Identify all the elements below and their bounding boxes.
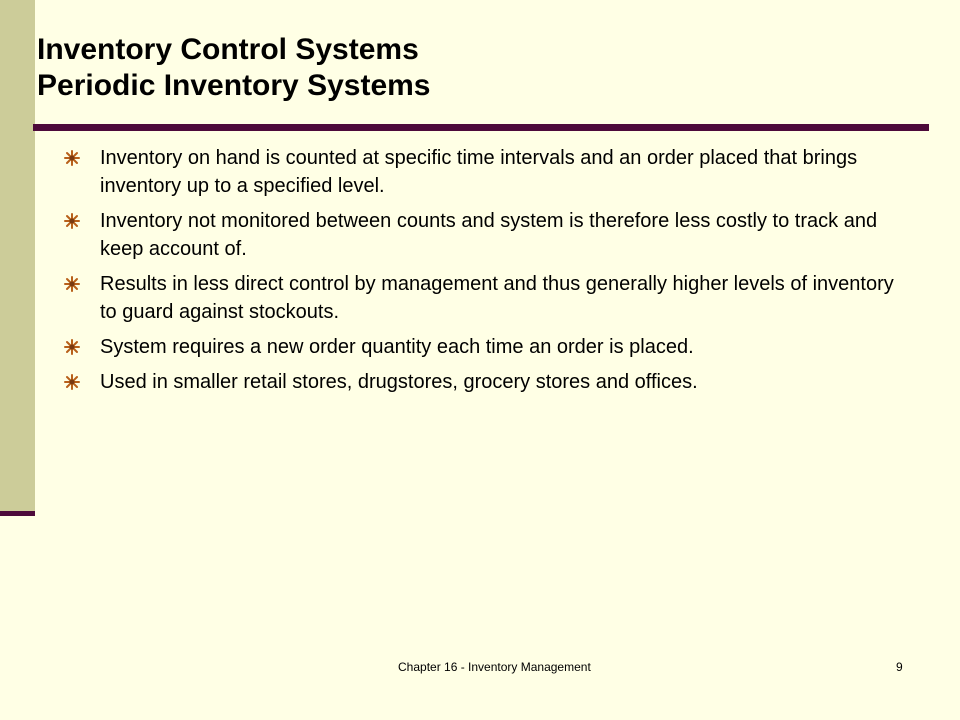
bullet-item bbox=[64, 368, 914, 396]
starburst-bullet-icon bbox=[64, 150, 80, 166]
bullet-text: Inventory not monitored between counts and system is therefore less costly to track and keep account of. bbox=[100, 210, 878, 260]
starburst-bullet-icon bbox=[64, 339, 80, 355]
slide-title-line-1: Inventory Control Systems bbox=[37, 33, 419, 66]
title-underline-rule bbox=[33, 124, 929, 131]
slide-title-line-2: Periodic Inventory Systems bbox=[37, 69, 431, 102]
bullet-text: Used in smaller retail stores, drugstores, grocery stores and offices. bbox=[100, 371, 698, 393]
starburst-bullet-icon bbox=[64, 213, 80, 229]
bullet-item bbox=[64, 207, 914, 263]
bullet-list bbox=[64, 144, 914, 403]
side-accent-bar bbox=[0, 0, 35, 511]
bullet-item bbox=[64, 333, 914, 361]
bullet-item bbox=[64, 144, 914, 200]
starburst-bullet-icon bbox=[64, 374, 80, 390]
bullet-item bbox=[64, 270, 914, 326]
starburst-bullet-icon bbox=[64, 276, 80, 292]
footer-title: Chapter 16 - Inventory Management bbox=[398, 660, 591, 674]
bullet-text: System requires a new order quantity each time an order is placed. bbox=[100, 336, 694, 358]
bullet-text: Results in less direct control by management and thus generally higher levels of inventory to guard against stockouts. bbox=[100, 273, 894, 323]
slide-title bbox=[37, 32, 431, 104]
side-accent-bar-cap bbox=[0, 511, 35, 516]
page-number: 9 bbox=[896, 660, 903, 674]
bullet-text: Inventory on hand is counted at specific time intervals and an order placed that brings inventory up to a specified level. bbox=[100, 147, 858, 197]
